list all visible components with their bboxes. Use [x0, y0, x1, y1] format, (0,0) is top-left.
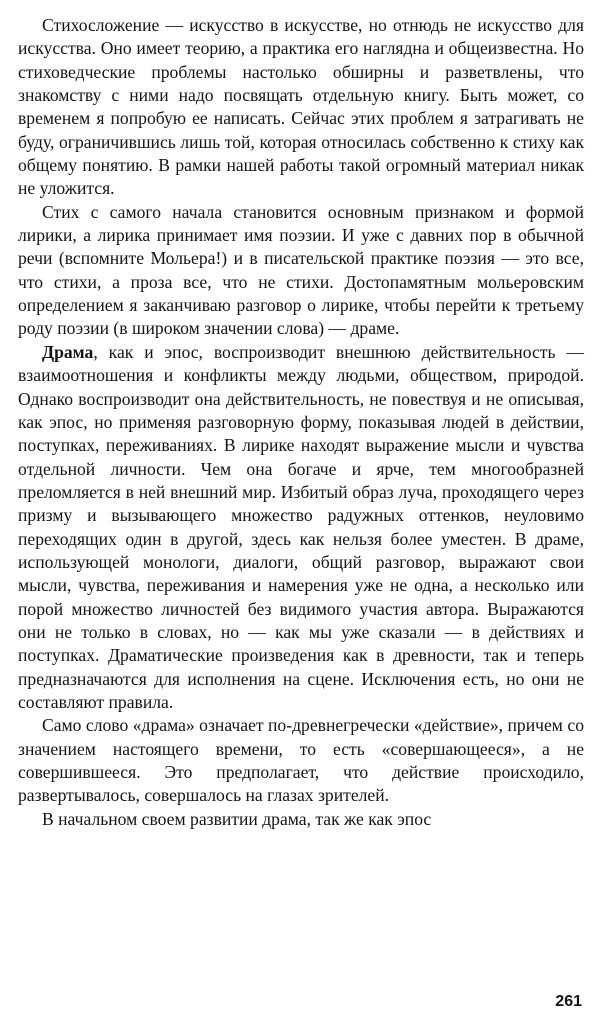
- paragraph-text: Стихосложение — искусство в искусстве, но отнюдь не искусство для искусства. Оно имеет теорию, а практика его наглядна и общеизвестна. Но стиховедческие проблемы настолько обширны и разветвлены, что знакомству с ними надо посвящать отдельную книгу. Быть может, со временем я попробую ее написать. Сейчас этих проблем я затрагивать не буду, ограничившись лишь той, которая относилась собственно к стиху как общему понятию. В рамки нашей работы такой огромный материал никак не уложится.: [18, 15, 584, 199]
- paragraph-drama-origins: [18, 808, 584, 831]
- paragraph-verse-and-lyric: [18, 201, 584, 341]
- paragraph-drama-etymology: [18, 714, 584, 807]
- paragraph-text: Стих с самого начала становится основным признаком и формой лирики, а лирика принимает имя поэзии. И уже с давних пор в обычной речи (вспомните Мольера!) и в писательской практике поэзия — это все, что стихи, а проза все, что не стихи. Достопамятным мольеровским определением я заканчиваю разговор о лирике, чтобы перейти к третьему роду поэзии (в широком значении слова) — драме.: [18, 201, 584, 339]
- paragraph-lead-term: Драма: [42, 341, 94, 362]
- paragraph-text: Само слово «драма» означает по-древнегречески «действие», причем со значением настоящего времени, то есть «совершающееся», а не совершившееся. Это предполагает, что действие происходило, развертывалось, совершалось на глазах зрителей.: [18, 715, 584, 806]
- paragraph-text: , как и эпос, воспроизводит внешнюю действительность — взаимоотношения и конфликты между людьми, обществом, природой. Однако воспроизводит она действительность, не повествуя и не описывая, как эпос, но применяя разговорную форму, показывая людей в действии, поступках, переживаниях. В лирике находят выражение мысли и чувства отдельной личности. Чем она богаче и ярче, тем многообразней преломляется в ней внешний мир. Избитый образ луча, проходящего через призму и вызывающего множество радужных оттенков, неуловимо переходящих один в другой, здесь как нельзя более уместен. В драме, использующей монологи, диалоги, общий разговор, выражают свои мысли, чувства, переживания и намерения уже не одна, а несколько или порой множество личностей без видимого участия автора. Выражаются они не только в словах, но — как мы уже сказали — в действиях и поступках. Драматические произведения как в древности, так и теперь предназначаются для исполнения на сцене. Исключения есть, но они не составляют правила.: [18, 341, 584, 712]
- paragraph-versification: [18, 14, 584, 201]
- paragraph-drama: [18, 341, 584, 715]
- paragraph-text: В начальном своем развитии драма, так же как эпос: [42, 808, 432, 829]
- page-text-block: [18, 14, 584, 831]
- page-number: 261: [555, 993, 582, 1010]
